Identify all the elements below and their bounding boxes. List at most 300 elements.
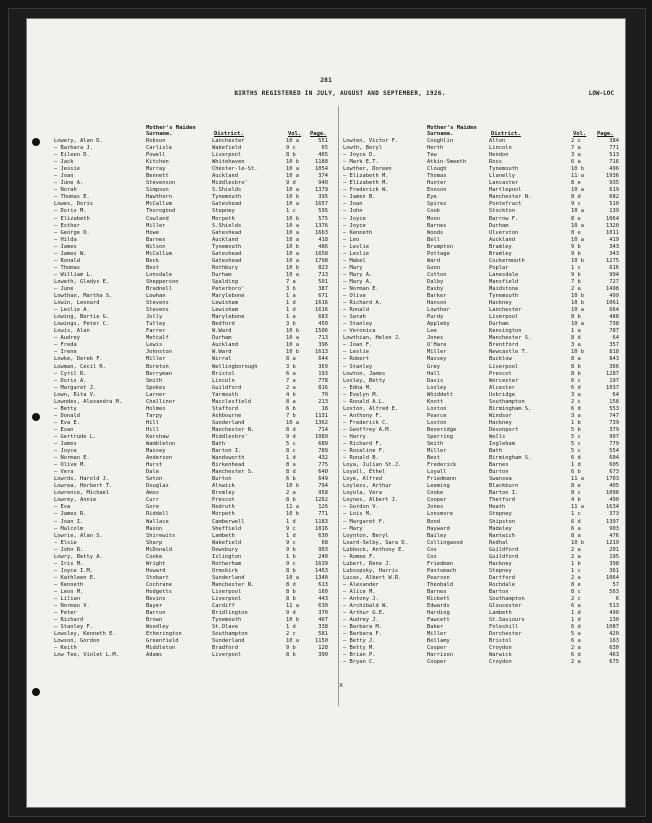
entry-page: 490 [609, 497, 619, 504]
table-row [341, 293, 621, 300]
entry-page: 361 [609, 567, 619, 574]
entry-page: 935 [609, 180, 619, 187]
table-row [341, 328, 621, 335]
entry-page: 369 [318, 363, 328, 370]
table-row [54, 448, 328, 455]
header-page: Page. [310, 131, 327, 137]
entry-page: 193 [318, 370, 328, 377]
entry-page: 789 [318, 448, 328, 455]
entry-district: W.Ward [212, 328, 232, 335]
entry-page: 1087 [606, 624, 619, 631]
entry-district: Madeley [489, 525, 512, 532]
entry-vol: 8 b [286, 596, 296, 603]
entry-district: Wells [489, 433, 506, 440]
entry-vol: 1 b [571, 419, 581, 426]
entry-district: Bramley [489, 250, 512, 257]
entry-page: 486 [318, 243, 328, 250]
table-row [54, 285, 328, 293]
entry-vol: 6 b [286, 476, 296, 483]
entry-mothers-maiden: Easby [427, 285, 444, 292]
entry-mothers-maiden: Mason [146, 525, 163, 532]
entry-vol: 10 b [286, 511, 299, 518]
entry-vol: 8 c [286, 448, 296, 455]
table-row [54, 405, 328, 413]
entry-name: — June [54, 285, 74, 292]
entry-vol: 1 d [571, 617, 581, 624]
entry-name: Lowes, Doris [54, 201, 93, 208]
entry-mothers-maiden: Lonsmore [427, 511, 453, 518]
entry-name: — Audrey J. [343, 617, 379, 624]
entry-mothers-maiden: Murray [146, 166, 166, 173]
entry-mothers-maiden: Loxton [427, 419, 447, 426]
entry-mothers-maiden: Atkin-Smeeth [427, 159, 466, 166]
table-row [341, 371, 621, 378]
entry-district: Gloucester [489, 603, 522, 610]
entry-district: W.Ward [212, 349, 232, 356]
entry-mothers-maiden: Thomas [427, 173, 447, 180]
entry-name: — Joan I. [54, 518, 84, 525]
entry-mothers-maiden: Pearson [427, 574, 450, 581]
entry-page: 994 [609, 271, 619, 278]
table-row [54, 610, 328, 617]
entry-vol: 1 c [571, 511, 581, 518]
entry-vol: 6 d [571, 405, 581, 412]
entry-mothers-maiden: Whiddett [427, 391, 453, 398]
left-column [54, 106, 328, 706]
entry-vol: 8 b [286, 589, 296, 595]
entry-district: Wakefield [212, 539, 242, 546]
entry-district: Devonport [489, 426, 519, 433]
table-row [341, 286, 621, 293]
table-row [341, 483, 621, 490]
table-row [54, 293, 328, 300]
table-row [341, 645, 621, 652]
entry-page: 775 [318, 462, 328, 469]
table-row [341, 469, 621, 476]
entry-page: 553 [609, 405, 619, 412]
table-row [54, 483, 328, 490]
entry-mothers-maiden: Wilson [146, 243, 166, 250]
entry-district: Yarmouth [212, 391, 238, 398]
table-row [54, 278, 328, 286]
entry-district: St.Saviours [489, 617, 525, 624]
entry-vol: 10 b [286, 243, 299, 250]
entry-vol: 10 b [571, 349, 584, 356]
entry-name: — Freda [54, 342, 77, 349]
entry-name: — Norah [54, 187, 77, 194]
entry-name: Loxley, Betty [343, 377, 386, 384]
entry-name: Lowrie, Alan S. [54, 532, 103, 539]
entry-vol: 2 c [286, 631, 296, 638]
entry-mothers-maiden: Massey [146, 448, 166, 455]
entry-vol: 10 b [571, 539, 584, 546]
table-row [341, 603, 621, 610]
table-row [341, 476, 621, 483]
entry-name: — Elizabeth M. [343, 180, 389, 187]
entry-mothers-maiden: Boreton [146, 363, 169, 370]
entry-page: 563 [609, 589, 619, 595]
entry-mothers-maiden: Cox [427, 546, 437, 553]
entry-page: 716 [609, 159, 619, 166]
entry-name: — Leslie [343, 243, 369, 250]
entry-mothers-maiden: Greenfield [146, 638, 179, 645]
table-row [54, 539, 328, 547]
entry-name: — Doris A. [54, 377, 87, 384]
entry-page: 128 [318, 645, 328, 652]
entry-name: — Antony J. [343, 596, 379, 603]
entry-page: 160 [318, 589, 328, 595]
entry-name: — Richard [54, 617, 84, 624]
entry-vol: 1 b [571, 560, 581, 567]
entry-name: — Bryan C. [343, 659, 376, 666]
entry-mothers-maiden: Lonsdale [146, 271, 172, 278]
entry-district: Chester-le-St. [212, 166, 258, 173]
table-row [54, 377, 328, 385]
entry-district: Worcester [489, 377, 519, 384]
table-row [341, 582, 621, 589]
entry-page: 1616 [315, 300, 328, 307]
entry-page: 343 [609, 250, 619, 257]
entry-mothers-maiden: Brumpton [427, 243, 453, 250]
table-row [341, 561, 621, 568]
entry-district: Liverpool [212, 589, 242, 595]
entry-district: Foleshill [489, 624, 519, 631]
entry-vol: 8 b [571, 370, 581, 377]
entry-mothers-maiden: Cotton [427, 271, 447, 278]
entry-name: Loya, Julian St.J. [343, 462, 402, 469]
entry-page: 1089 [315, 433, 328, 440]
entry-mothers-maiden: Cook [427, 208, 440, 215]
entry-mothers-maiden: Etherington [146, 631, 182, 638]
entry-vol: 8 b [286, 497, 296, 504]
entry-page: 496 [609, 166, 619, 173]
entry-name: — James [54, 243, 77, 250]
table-row [54, 525, 328, 533]
entry-mothers-maiden: Bond [427, 518, 440, 525]
entry-name: — William L. [54, 271, 93, 278]
entry-district: Auckland [212, 173, 238, 180]
table-row [54, 314, 328, 321]
table-row [54, 138, 328, 145]
entry-vol: 3 a [571, 152, 581, 159]
entry-page: 1657 [315, 201, 328, 208]
entry-name: — Mary [343, 525, 363, 532]
entry-name: — Keith [54, 645, 77, 652]
entry-district: Llanelly [489, 173, 515, 180]
entry-district: Hartlepool [489, 187, 522, 194]
entry-vol: 2 c [571, 596, 581, 603]
entry-mothers-maiden: Moon [427, 215, 440, 222]
entry-name: — Evelyn M. [343, 391, 379, 398]
column-header [54, 106, 327, 138]
table-row [341, 349, 621, 356]
entry-page: 616 [609, 264, 619, 271]
entry-page: 1096 [606, 490, 619, 497]
entry-name: Loye, Alfred [343, 476, 382, 483]
table-row [341, 427, 621, 434]
entry-vol: 1 d [286, 532, 296, 539]
entry-vol: 8 c [571, 589, 581, 595]
entry-vol: 10 a [286, 638, 299, 645]
entry-district: Cardiff [212, 603, 235, 610]
entry-district: Durham [212, 271, 232, 278]
entry-page: 398 [609, 560, 619, 567]
table-row [54, 342, 328, 349]
entry-district: Guildford [212, 384, 242, 391]
table-row [54, 257, 328, 265]
table-row [54, 236, 328, 244]
entry-page: 787 [609, 328, 619, 335]
table-row [341, 321, 621, 328]
entry-district: Hackney [489, 300, 512, 307]
entry-vol: 9 b [286, 645, 296, 652]
entry-page: 70 [321, 391, 328, 398]
entry-vol: 9 c [571, 201, 581, 208]
entry-district: S.Shields [212, 187, 242, 194]
entry-name: — Margaret J. [54, 384, 97, 391]
entry-mothers-maiden: Kershaw [146, 433, 169, 440]
entry-mothers-maiden: Berryman [146, 370, 172, 377]
entry-page: 1188 [315, 159, 328, 166]
table-row [54, 152, 328, 159]
entry-page: 1703 [606, 476, 619, 483]
entry-name: — Sarah [343, 314, 366, 321]
table-row [54, 433, 328, 441]
entry-mothers-maiden: Tew [427, 152, 437, 159]
entry-district: Stepney [212, 208, 235, 215]
entry-mothers-maiden: Stevens [146, 300, 169, 307]
entry-name: Loweth, Gladys E. [54, 278, 110, 285]
entry-mothers-maiden: Harding [427, 610, 450, 617]
entry-name: — Barbara M. [343, 624, 382, 631]
table-row [341, 307, 621, 314]
entry-mothers-maiden: Cooper [427, 659, 447, 666]
entry-mothers-maiden: Hodgetts [146, 589, 172, 595]
entry-vol: 1 a [571, 328, 581, 335]
entry-page: 903 [318, 546, 328, 553]
entry-vol: 10 a [571, 208, 584, 215]
entry-name: — Edna M. [343, 384, 373, 391]
entry-mothers-maiden: Coughlin [427, 138, 453, 144]
entry-vol: 2 a [286, 384, 296, 391]
entry-page: 664 [609, 307, 619, 314]
entry-name: — Joyce I.M. [54, 567, 93, 574]
entry-page: 1936 [606, 173, 619, 180]
entry-vol: 9 b [571, 271, 581, 278]
entry-page: 713 [318, 271, 328, 278]
register-page [26, 18, 626, 808]
entry-page: 370 [318, 610, 328, 617]
entry-district: Sunderland [212, 419, 245, 426]
entry-mothers-maiden: Loyall [427, 469, 447, 476]
entry-vol: 6 a [286, 370, 296, 377]
entry-name: — Margaret F. [343, 518, 386, 525]
entry-mothers-maiden: Bailey [427, 532, 447, 539]
entry-name: — Ronald [54, 257, 80, 264]
table-row [54, 307, 328, 314]
entry-page: 419 [609, 236, 619, 243]
entry-vol: 9 d [286, 180, 296, 187]
entry-mothers-maiden: Robson [146, 138, 166, 144]
entry-page: 1498 [606, 285, 619, 292]
entry-page: 1064 [606, 574, 619, 581]
table-row [54, 384, 328, 392]
table-row [54, 335, 328, 342]
table-row [54, 349, 328, 356]
table-row [54, 462, 328, 469]
entry-district: Manchester N. [212, 581, 255, 588]
entry-name: — Leslie A. [54, 307, 90, 314]
entry-district: Durham [489, 222, 509, 229]
entry-name: — Gordon V. [343, 504, 379, 511]
entry-page: 630 [318, 603, 328, 610]
entry-district: Barrow F. [489, 215, 519, 222]
table-row [341, 166, 621, 173]
punch-hole [32, 688, 40, 696]
ink-mark: x [339, 681, 344, 689]
entry-mothers-maiden: Sperring [427, 433, 453, 440]
entry-district: Bridlington [212, 610, 248, 617]
entry-district: Gateshead [212, 229, 242, 236]
entry-name: — Frederick C. [343, 419, 389, 426]
entry-vol: 10 a [571, 236, 584, 243]
entry-name: — James [54, 441, 77, 448]
entry-mothers-maiden: Hill [146, 426, 159, 433]
entry-page: 130 [609, 617, 619, 624]
entry-district: Guildford [489, 553, 519, 560]
table-row [54, 264, 328, 272]
entry-page: 499 [609, 293, 619, 300]
entry-district: Bedford [212, 321, 235, 328]
entry-vol: 8 b [571, 363, 581, 370]
entry-mothers-maiden: Tarpy [146, 412, 163, 419]
entry-vol: 11 a [286, 504, 299, 511]
entry-page: 420 [609, 631, 619, 638]
entry-district: Liverpool [489, 363, 519, 370]
entry-district: Sheffield [212, 525, 242, 532]
punch-hole [32, 413, 40, 421]
entry-name: Lowrey, Annie [54, 497, 97, 504]
entry-vol: 10 b [286, 328, 299, 335]
table-row [341, 434, 621, 441]
entry-district: Liverpool [212, 152, 242, 159]
entry-vol: 6 c [571, 377, 581, 384]
entry-mothers-maiden: Spires [427, 201, 447, 208]
table-row [341, 610, 621, 617]
entry-mothers-maiden: Wambleton [146, 441, 176, 448]
table-row [54, 617, 328, 624]
entry-district: Ashbourne [212, 412, 242, 419]
table-row [341, 272, 621, 279]
entry-district: Wakefield [212, 145, 242, 152]
entry-district: Wellingborough [212, 363, 258, 370]
entry-district: Barnes [489, 462, 509, 469]
table-row [54, 497, 328, 504]
entry-name: Lowke, Derek F. [54, 356, 103, 363]
table-row [54, 208, 328, 215]
entry-vol: 7 b [286, 412, 296, 419]
entry-vol: 5 b [571, 426, 581, 433]
entry-mothers-maiden: Dalby [427, 278, 444, 285]
entry-district: Croydon [489, 645, 512, 652]
entry-district: Lewisham [212, 307, 238, 314]
table-row [341, 617, 621, 624]
table-row [341, 406, 621, 413]
entry-mothers-maiden: McCallum [146, 201, 172, 208]
entry-name: Low Tee, Violet L.M. [54, 652, 119, 659]
entry-vol: 10 a [571, 222, 584, 229]
entry-mothers-maiden: Miller [146, 356, 166, 363]
entry-page: 343 [609, 243, 619, 250]
entry-vol: 1 a [286, 293, 296, 300]
table-row [54, 441, 328, 448]
entry-vol: 10 a [571, 187, 584, 194]
entry-page: 843 [609, 356, 619, 363]
entry-name: Lubbock, Anthony E. [343, 546, 405, 553]
table-row [54, 567, 328, 575]
table-row [54, 631, 328, 638]
header-mothers-maiden: Mother's Maiden Surname. [427, 125, 477, 137]
entry-mothers-maiden: Amos [146, 490, 159, 497]
entry-vol: 10 a [286, 236, 299, 243]
entry-vol: 2 a [571, 659, 581, 666]
table-row [54, 356, 328, 363]
entry-name: — Barbara F. [343, 631, 382, 638]
entry-vol: 2 a [571, 546, 581, 553]
entry-district: Manchester S. [212, 469, 255, 476]
entry-district: Tynemouth [212, 617, 242, 624]
table-row [54, 476, 328, 483]
table-row [54, 490, 328, 497]
entry-page: 126 [318, 504, 328, 511]
table-row [341, 631, 621, 638]
entry-district: Hackney [489, 419, 512, 426]
table-row [54, 624, 328, 631]
entry-page: 689 [318, 441, 328, 448]
entry-mothers-maiden: Wright [146, 560, 166, 567]
entry-page: 1463 [315, 567, 328, 574]
entry-district: Ulverston [489, 229, 519, 236]
right-column [338, 106, 621, 706]
entry-district: Ormskirk [212, 567, 238, 574]
entry-name: — Donald [54, 412, 80, 419]
entry-page: 816 [318, 384, 328, 391]
table-row [341, 145, 621, 152]
entry-vol: 3 a [571, 342, 581, 349]
entry-name: — Barbara J. [54, 145, 93, 152]
page-number: 281 [320, 76, 332, 84]
entry-page: 604 [609, 455, 619, 462]
entry-page: 551 [318, 138, 328, 144]
entry-page: 1340 [315, 574, 328, 581]
entry-district: Lanchester [489, 307, 522, 314]
entry-page: 1658 [315, 250, 328, 257]
table-row [341, 659, 621, 666]
entry-page: 1275 [606, 257, 619, 264]
entry-district: Barton [489, 589, 509, 595]
entry-page: 714 [318, 426, 328, 433]
entry-mothers-maiden: Howe [146, 229, 159, 236]
entry-mothers-maiden: Beveridge [427, 426, 457, 433]
table-row [54, 398, 328, 406]
entry-vol: 5 c [571, 448, 581, 455]
entry-mothers-maiden: O'Hare [427, 342, 447, 349]
entry-mothers-maiden: Barnes [427, 222, 447, 229]
entry-page: 64 [612, 335, 619, 342]
entry-mothers-maiden: Middleton [146, 645, 176, 652]
table-row [341, 540, 621, 547]
entry-district: Morpeth [212, 215, 235, 222]
